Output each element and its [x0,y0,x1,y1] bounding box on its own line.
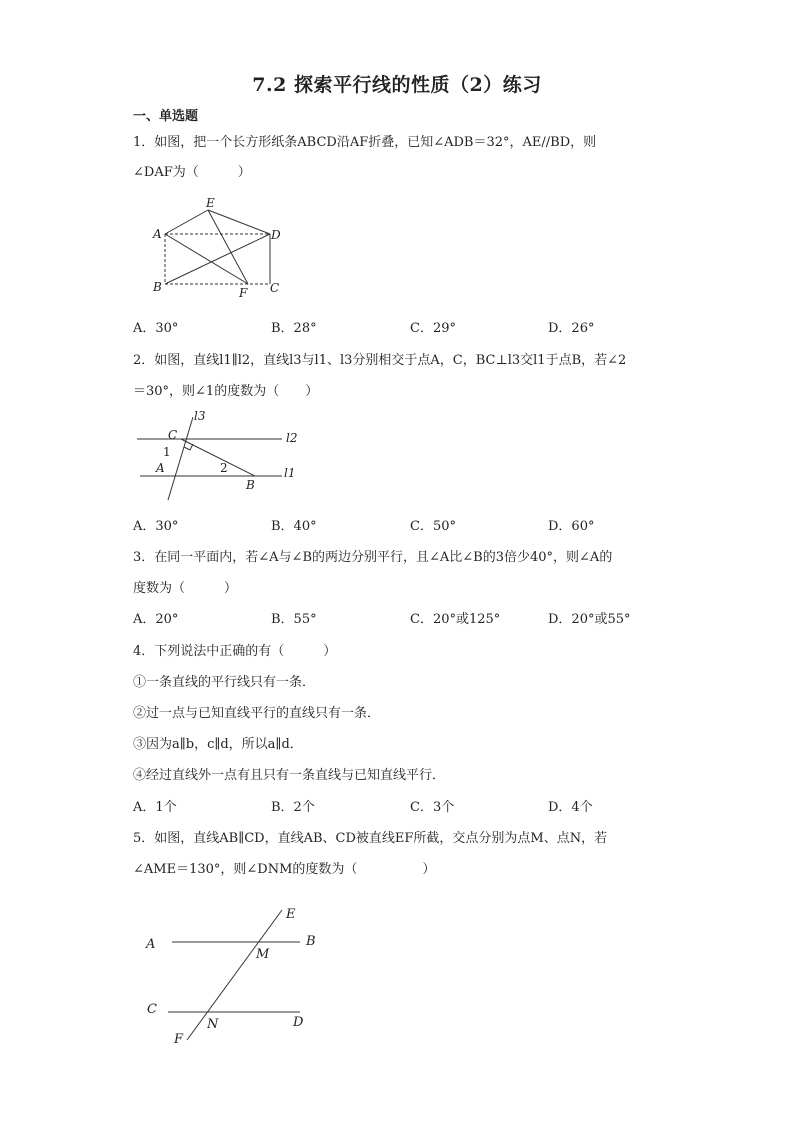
q4-option-d[interactable]: D．4个 [548,800,593,815]
q5-label-c: C [147,1002,157,1017]
q2-label-c: C [168,428,178,442]
q1-option-b[interactable]: B．28° [271,321,317,336]
q1-label-c: C [270,281,280,295]
q2-label-l1: l1 [284,466,296,480]
q2-label-a: A [156,461,165,475]
q4-statement-1: ①一条直线的平行线只有一条． [133,675,316,690]
q4-option-c[interactable]: C．3个 [410,800,455,815]
q1-option-a[interactable]: A．30° [133,321,179,336]
q2-option-c[interactable]: C．50° [410,519,456,534]
q5-label-e: E [286,907,296,922]
q5-label-a: A [146,937,156,952]
q4-statement-4: ④经过直线外一点有且只有一条直线与已知直线平行． [133,768,446,783]
q5-label-b: B [306,934,316,949]
q1-label-b: B [153,280,162,294]
q3-option-d[interactable]: D．20°或55° [548,612,631,627]
section-heading: 一、单选题 [133,109,199,124]
q4-statement-2: ②过一点与已知直线平行的直线只有一条． [133,706,381,721]
q4-option-a[interactable]: A．1个 [133,800,177,815]
q3-text-line2: 度数为（ ） [133,581,238,596]
q5-label-d: D [293,1015,304,1030]
q5-label-m: M [256,947,270,962]
page-title: 7.2 探索平行线的性质（2）练习 [252,74,542,96]
q2-option-a[interactable]: A．30° [133,519,179,534]
q1-label-d: D [271,228,281,242]
q1-text-line1: 1．如图，把一个长方形纸条ABCD沿AF折叠，已知∠ADB＝32°，AE//BD，则 [133,135,597,150]
q4-option-b[interactable]: B．2个 [271,800,315,815]
q2-option-d[interactable]: D．60° [548,519,595,534]
q1-option-c[interactable]: C．29° [410,321,456,336]
q2-label-angle2: 2 [220,461,228,475]
q1-label-e: E [206,196,215,210]
q2-label-angle1: 1 [163,445,171,459]
q2-text-line1: 2．如图，直线l1∥l2，直线l3与l1、l3分别相交于点A，C，BC⊥l3交l1于点B，若∠2 [133,353,627,368]
q2-label-l3: l3 [194,409,206,423]
q2-text-line2: ＝30°，则∠1的度数为（ ） [133,384,319,399]
q5-label-f: F [174,1032,184,1047]
q3-option-a[interactable]: A．20° [133,612,179,627]
q1-label-f: F [239,286,248,300]
q3-option-b[interactable]: B．55° [271,612,317,627]
q5-label-n: N [207,1017,219,1032]
q1-label-a: A [153,227,162,241]
q2-label-l2: l2 [286,431,298,445]
q1-text-line2: ∠DAF为（ ） [133,165,251,180]
q2-label-b: B [246,478,255,492]
q5-text-line1: 5．如图，直线AB∥CD，直线AB、CD被直线EF所截，交点分别为点M、点N，若 [133,831,608,846]
q5-text-line2: ∠AME＝130°，则∠DNM的度数为（ ） [133,862,436,877]
q4-statement-3: ③因为a∥b，c∥d，所以a∥d． [133,737,303,752]
q4-text-line1: 4．下列说法中正确的有（ ） [133,644,337,659]
q1-option-d[interactable]: D．26° [548,321,595,336]
q3-text-line1: 3．在同一平面内，若∠A与∠B的两边分别平行，且∠A比∠B的3倍少40°，则∠A的 [133,550,613,565]
q3-option-c[interactable]: C．20°或125° [410,612,501,627]
q2-option-b[interactable]: B．40° [271,519,317,534]
